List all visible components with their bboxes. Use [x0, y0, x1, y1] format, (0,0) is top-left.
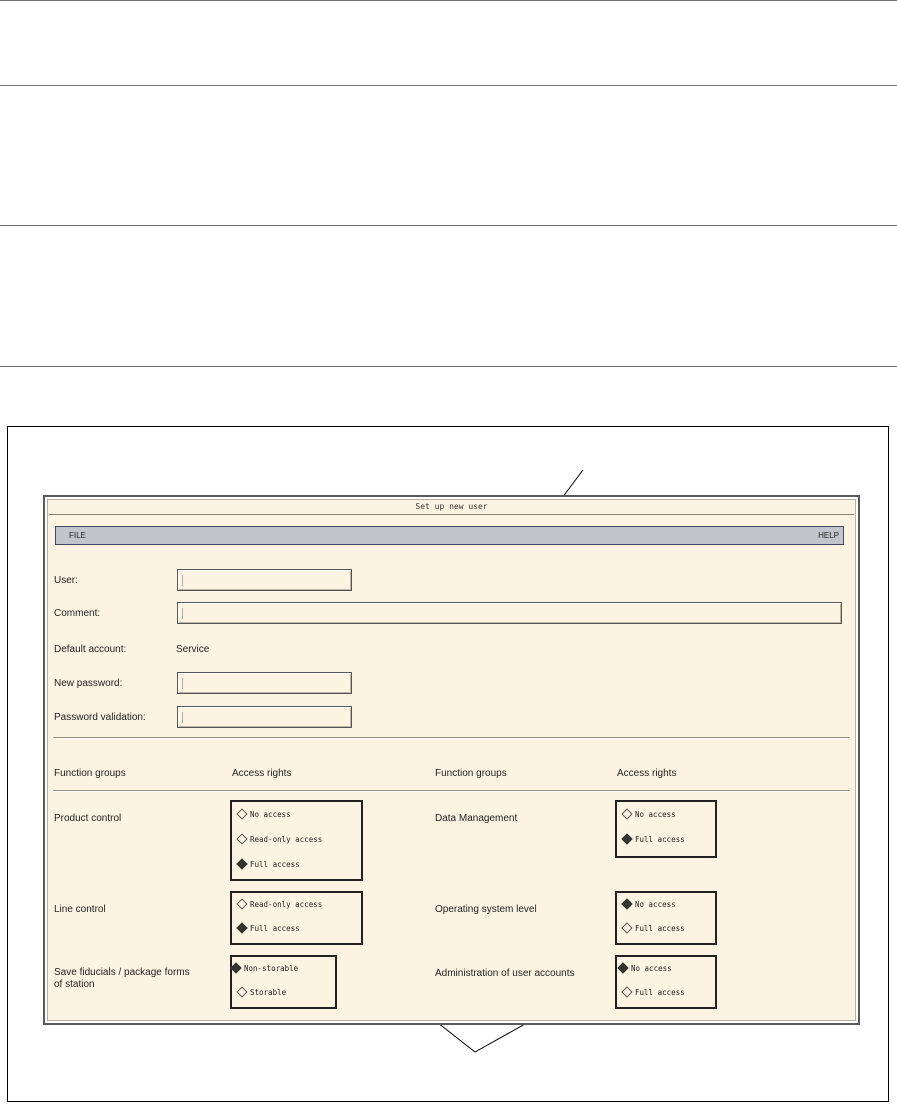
option-label: Full access: [250, 860, 300, 869]
product-control-radio-group: [230, 800, 363, 881]
data-management-radio-group: [615, 800, 717, 858]
radio-icon: [236, 808, 247, 819]
line-control-option[interactable]: [238, 922, 300, 936]
option-label: Full access: [635, 988, 685, 997]
line-control-option[interactable]: [238, 898, 322, 912]
radio-icon: [621, 808, 632, 819]
radio-selected-icon: [617, 962, 628, 973]
option-label: Non-storable: [244, 964, 299, 973]
default-account-label: Default account:: [54, 644, 127, 655]
radio-icon: [236, 898, 247, 909]
option-label: Read-only access: [250, 835, 323, 844]
group-user-admin: Administration of user accounts: [435, 968, 575, 979]
comment-input[interactable]: [177, 602, 842, 624]
save-fiducials-radio-group: [230, 955, 337, 1009]
radio-icon: [236, 833, 247, 844]
new-password-label: New password:: [54, 678, 123, 689]
option-label: Full access: [635, 835, 685, 844]
option-label: Full access: [635, 924, 685, 933]
group-os-level: Operating system level: [435, 904, 537, 915]
window-title: Set up new user: [49, 500, 854, 515]
header-access-rights-right: Access rights: [617, 768, 677, 779]
option-label: No access: [631, 964, 672, 973]
default-account-value: Service: [176, 644, 210, 655]
radio-icon: [621, 986, 632, 997]
user-admin-option[interactable]: [623, 986, 685, 1000]
option-label: Full access: [250, 924, 300, 933]
group-product-control: Product control: [54, 813, 122, 824]
product-control-option[interactable]: [238, 858, 300, 872]
header-function-groups-left: Function groups: [54, 768, 126, 779]
radio-selected-icon: [236, 922, 247, 933]
user-label: User:: [54, 575, 78, 586]
menu-file[interactable]: FILE: [69, 531, 86, 540]
line-control-radio-group: [230, 891, 363, 945]
data-management-option[interactable]: [623, 808, 676, 822]
header-access-rights-left: Access rights: [232, 768, 292, 779]
data-management-option[interactable]: [623, 833, 685, 847]
option-label: Read-only access: [250, 900, 323, 909]
radio-icon: [236, 986, 247, 997]
group-save-fiducials-line2: of station: [54, 979, 95, 990]
radio-selected-icon: [236, 858, 247, 869]
comment-label: Comment:: [54, 608, 101, 619]
menu-help[interactable]: HELP: [818, 531, 839, 540]
os-level-option[interactable]: [623, 922, 685, 936]
option-label: No access: [635, 900, 676, 909]
group-save-fiducials-line1: Save fiducials / package forms: [54, 967, 190, 978]
header-function-groups-right: Function groups: [435, 768, 507, 779]
radio-selected-icon: [230, 962, 241, 973]
group-data-management: Data Management: [435, 813, 518, 824]
save-fiducials-option[interactable]: [238, 986, 286, 1000]
password-validation-label: Password validation:: [54, 712, 146, 723]
option-label: No access: [635, 810, 676, 819]
save-fiducials-option[interactable]: [232, 962, 298, 976]
group-line-control: Line control: [54, 904, 106, 915]
os-level-radio-group: [615, 891, 717, 945]
user-input[interactable]: [177, 569, 352, 591]
product-control-option[interactable]: [238, 833, 322, 847]
new-password-input[interactable]: [177, 672, 352, 694]
separator-headers-highlight: [53, 791, 850, 792]
menu-bar: [55, 526, 844, 545]
radio-selected-icon: [621, 833, 632, 844]
radio-selected-icon: [621, 898, 632, 909]
os-level-option[interactable]: [623, 898, 676, 912]
separator-highlight: [53, 738, 850, 739]
radio-icon: [621, 922, 632, 933]
user-admin-radio-group: [615, 955, 717, 1009]
password-validation-input[interactable]: [177, 706, 352, 728]
user-admin-option[interactable]: [619, 962, 672, 976]
setup-user-window: [43, 495, 860, 1025]
product-control-option[interactable]: [238, 808, 291, 822]
option-label: No access: [250, 810, 291, 819]
option-label: Storable: [250, 988, 287, 997]
